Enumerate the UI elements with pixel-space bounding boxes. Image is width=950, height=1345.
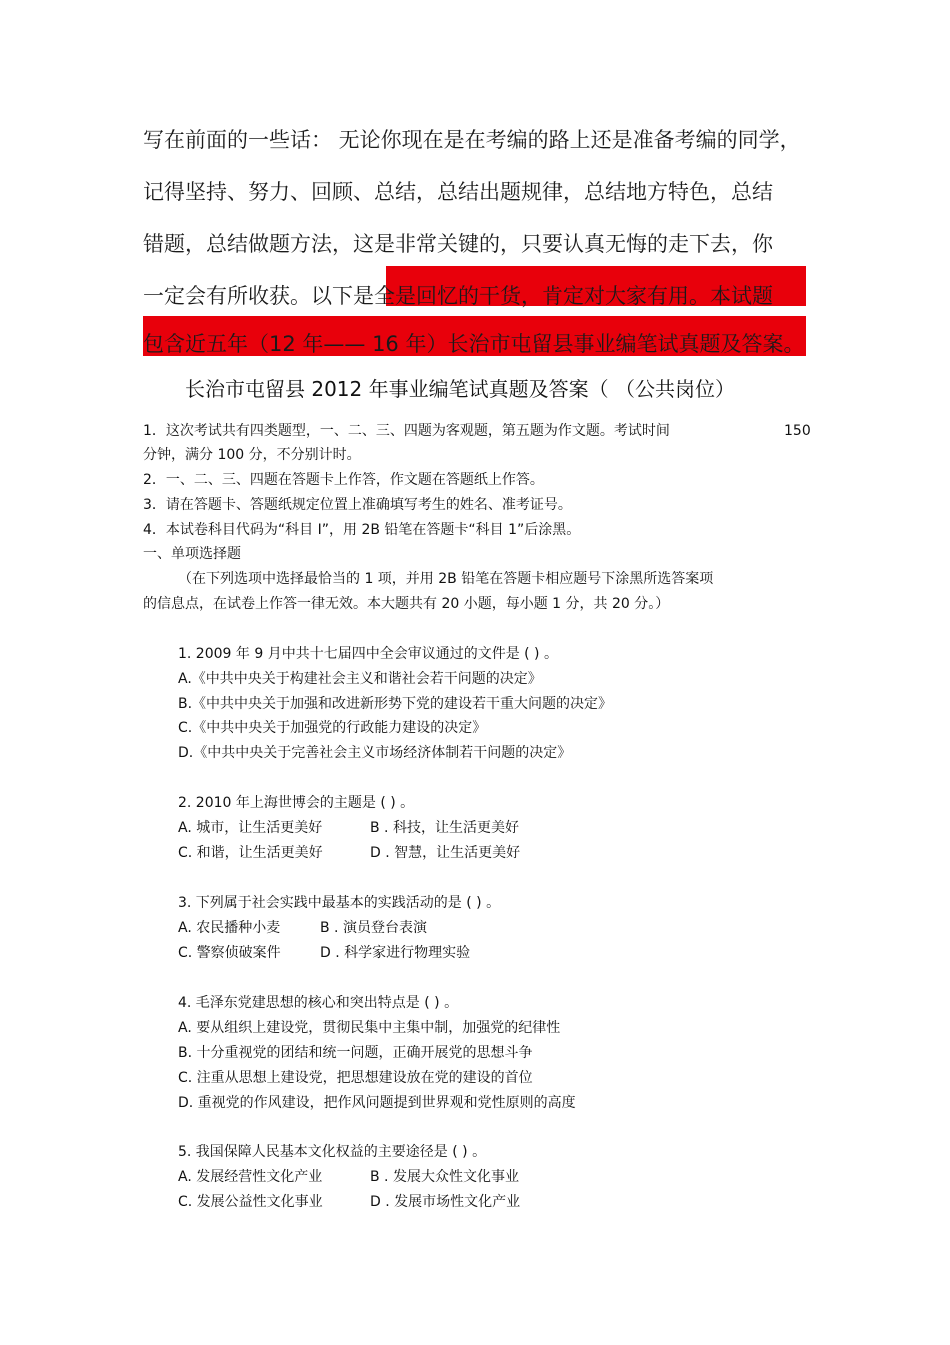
exam-title: 长治市屯留县 2012 年事业编笔试真题及答案（ （公共岗位） [185, 377, 735, 401]
question-1-stem: 1. 2009 年 9 月中共十七届四中全会审议通过的文件是 ( ) 。 [178, 646, 558, 662]
question-3-option-b: B . 演员登台表演 [320, 920, 427, 936]
question-3-option-a: A. 农民播种小麦 [178, 920, 281, 936]
instruction-2: 2．一、二、三、四题在答题卡上作答，作文题在答题纸上作答。 [143, 472, 544, 488]
section-note-1: （在下列选项中选择最恰当的 1 项，并用 2B 铅笔在答题卡相应题号下涂黑所选答案项 [178, 571, 714, 587]
intro-line-2: 记得坚持、努力、回顾、总结，总结出题规律，总结地方特色，总结 [143, 180, 773, 204]
intro-line-5-highlighted: 包含近五年（12 年—— 16 年）长治市屯留县事业编笔试真题及答案。 [143, 332, 805, 356]
intro-line-4-highlighted: 是回忆的干货，肯定对大家有用。本试题 [395, 284, 773, 308]
question-4-option-c: C. 注重从思想上建设党，把思想建设放在党的建设的首位 [178, 1070, 533, 1086]
question-2-option-c: C. 和谐，让生活更美好 [178, 845, 323, 861]
instruction-1: 1．这次考试共有四类题型，一、二、三、四题为客观题，第五题为作文题。考试时间 [143, 423, 670, 439]
question-3-stem: 3. 下列属于社会实践中最基本的实践活动的是 ( ) 。 [178, 895, 501, 911]
instruction-3: 3．请在答题卡、答题纸规定位置上准确填写考生的姓名、准考证号。 [143, 497, 572, 513]
question-4-option-d: D. 重视党的作风建设，把作风问题提到世界观和党性原则的高度 [178, 1095, 576, 1111]
instruction-1-time: 150 [784, 423, 811, 439]
section-note-2: 的信息点，在试卷上作答一律无效。本大题共有 20 小题，每小题 1 分，共 20 分。） [143, 596, 670, 612]
instruction-1-cont: 分钟，满分 100 分，不分别计时。 [143, 447, 361, 463]
question-4-option-a: A. 要从组织上建设党，贯彻民集中主集中制，加强党的纪律性 [178, 1020, 561, 1036]
intro-line-4 [143, 278, 773, 314]
question-5-option-c: C. 发展公益性文化事业 [178, 1194, 323, 1210]
section-heading: 一、单项选择题 [143, 546, 241, 562]
question-4-option-b: B. 十分重视党的团结和统一问题，正确开展党的思想斗争 [178, 1045, 533, 1061]
question-2-option-a: A. 城市，让生活更美好 [178, 820, 323, 836]
question-2-option-b: B . 科技，让生活更美好 [370, 820, 519, 836]
intro-line-3: 错题，总结做题方法，这是非常关键的，只要认真无悔的走下去，你 [143, 232, 773, 256]
question-3-option-c: C. 警察侦破案件 [178, 945, 281, 961]
intro-line-4-plain: 一定会有所收获。以下是全 [143, 284, 395, 308]
instruction-4: 4．本试卷科目代码为“科目 Ⅰ”，用 2B 铅笔在答题卡“科目 1”后涂黑。 [143, 522, 581, 538]
question-5-option-d: D . 发展市场性文化产业 [370, 1194, 521, 1210]
question-4-stem: 4. 毛泽东党建思想的核心和突出特点是 ( ) 。 [178, 995, 459, 1011]
question-2-stem: 2. 2010 年上海世博会的主题是 ( ) 。 [178, 795, 415, 811]
question-5-option-a: A. 发展经营性文化产业 [178, 1169, 323, 1185]
question-2-option-d: D . 智慧，让生活更美好 [370, 845, 521, 861]
question-1-option-a: A.《中共中央关于构建社会主义和谐社会若干问题的决定》 [178, 671, 542, 687]
intro-line-1: 写在前面的一些话： 无论你现在是在考编的路上还是准备考编的同学， [143, 128, 801, 152]
question-1-option-d: D.《中共中央关于完善社会主义市场经济体制若干问题的决定》 [178, 745, 572, 761]
question-5-option-b: B . 发展大众性文化事业 [370, 1169, 519, 1185]
question-3-option-d: D . 科学家进行物理实验 [320, 945, 471, 961]
question-5-stem: 5. 我国保障人民基本文化权益的主要途径是 ( ) 。 [178, 1144, 487, 1160]
question-1-option-b: B.《中共中央关于加强和改进新形势下党的建设若干重大问题的决定》 [178, 696, 613, 712]
question-1-option-c: C.《中共中央关于加强党的行政能力建设的决定》 [178, 720, 487, 736]
